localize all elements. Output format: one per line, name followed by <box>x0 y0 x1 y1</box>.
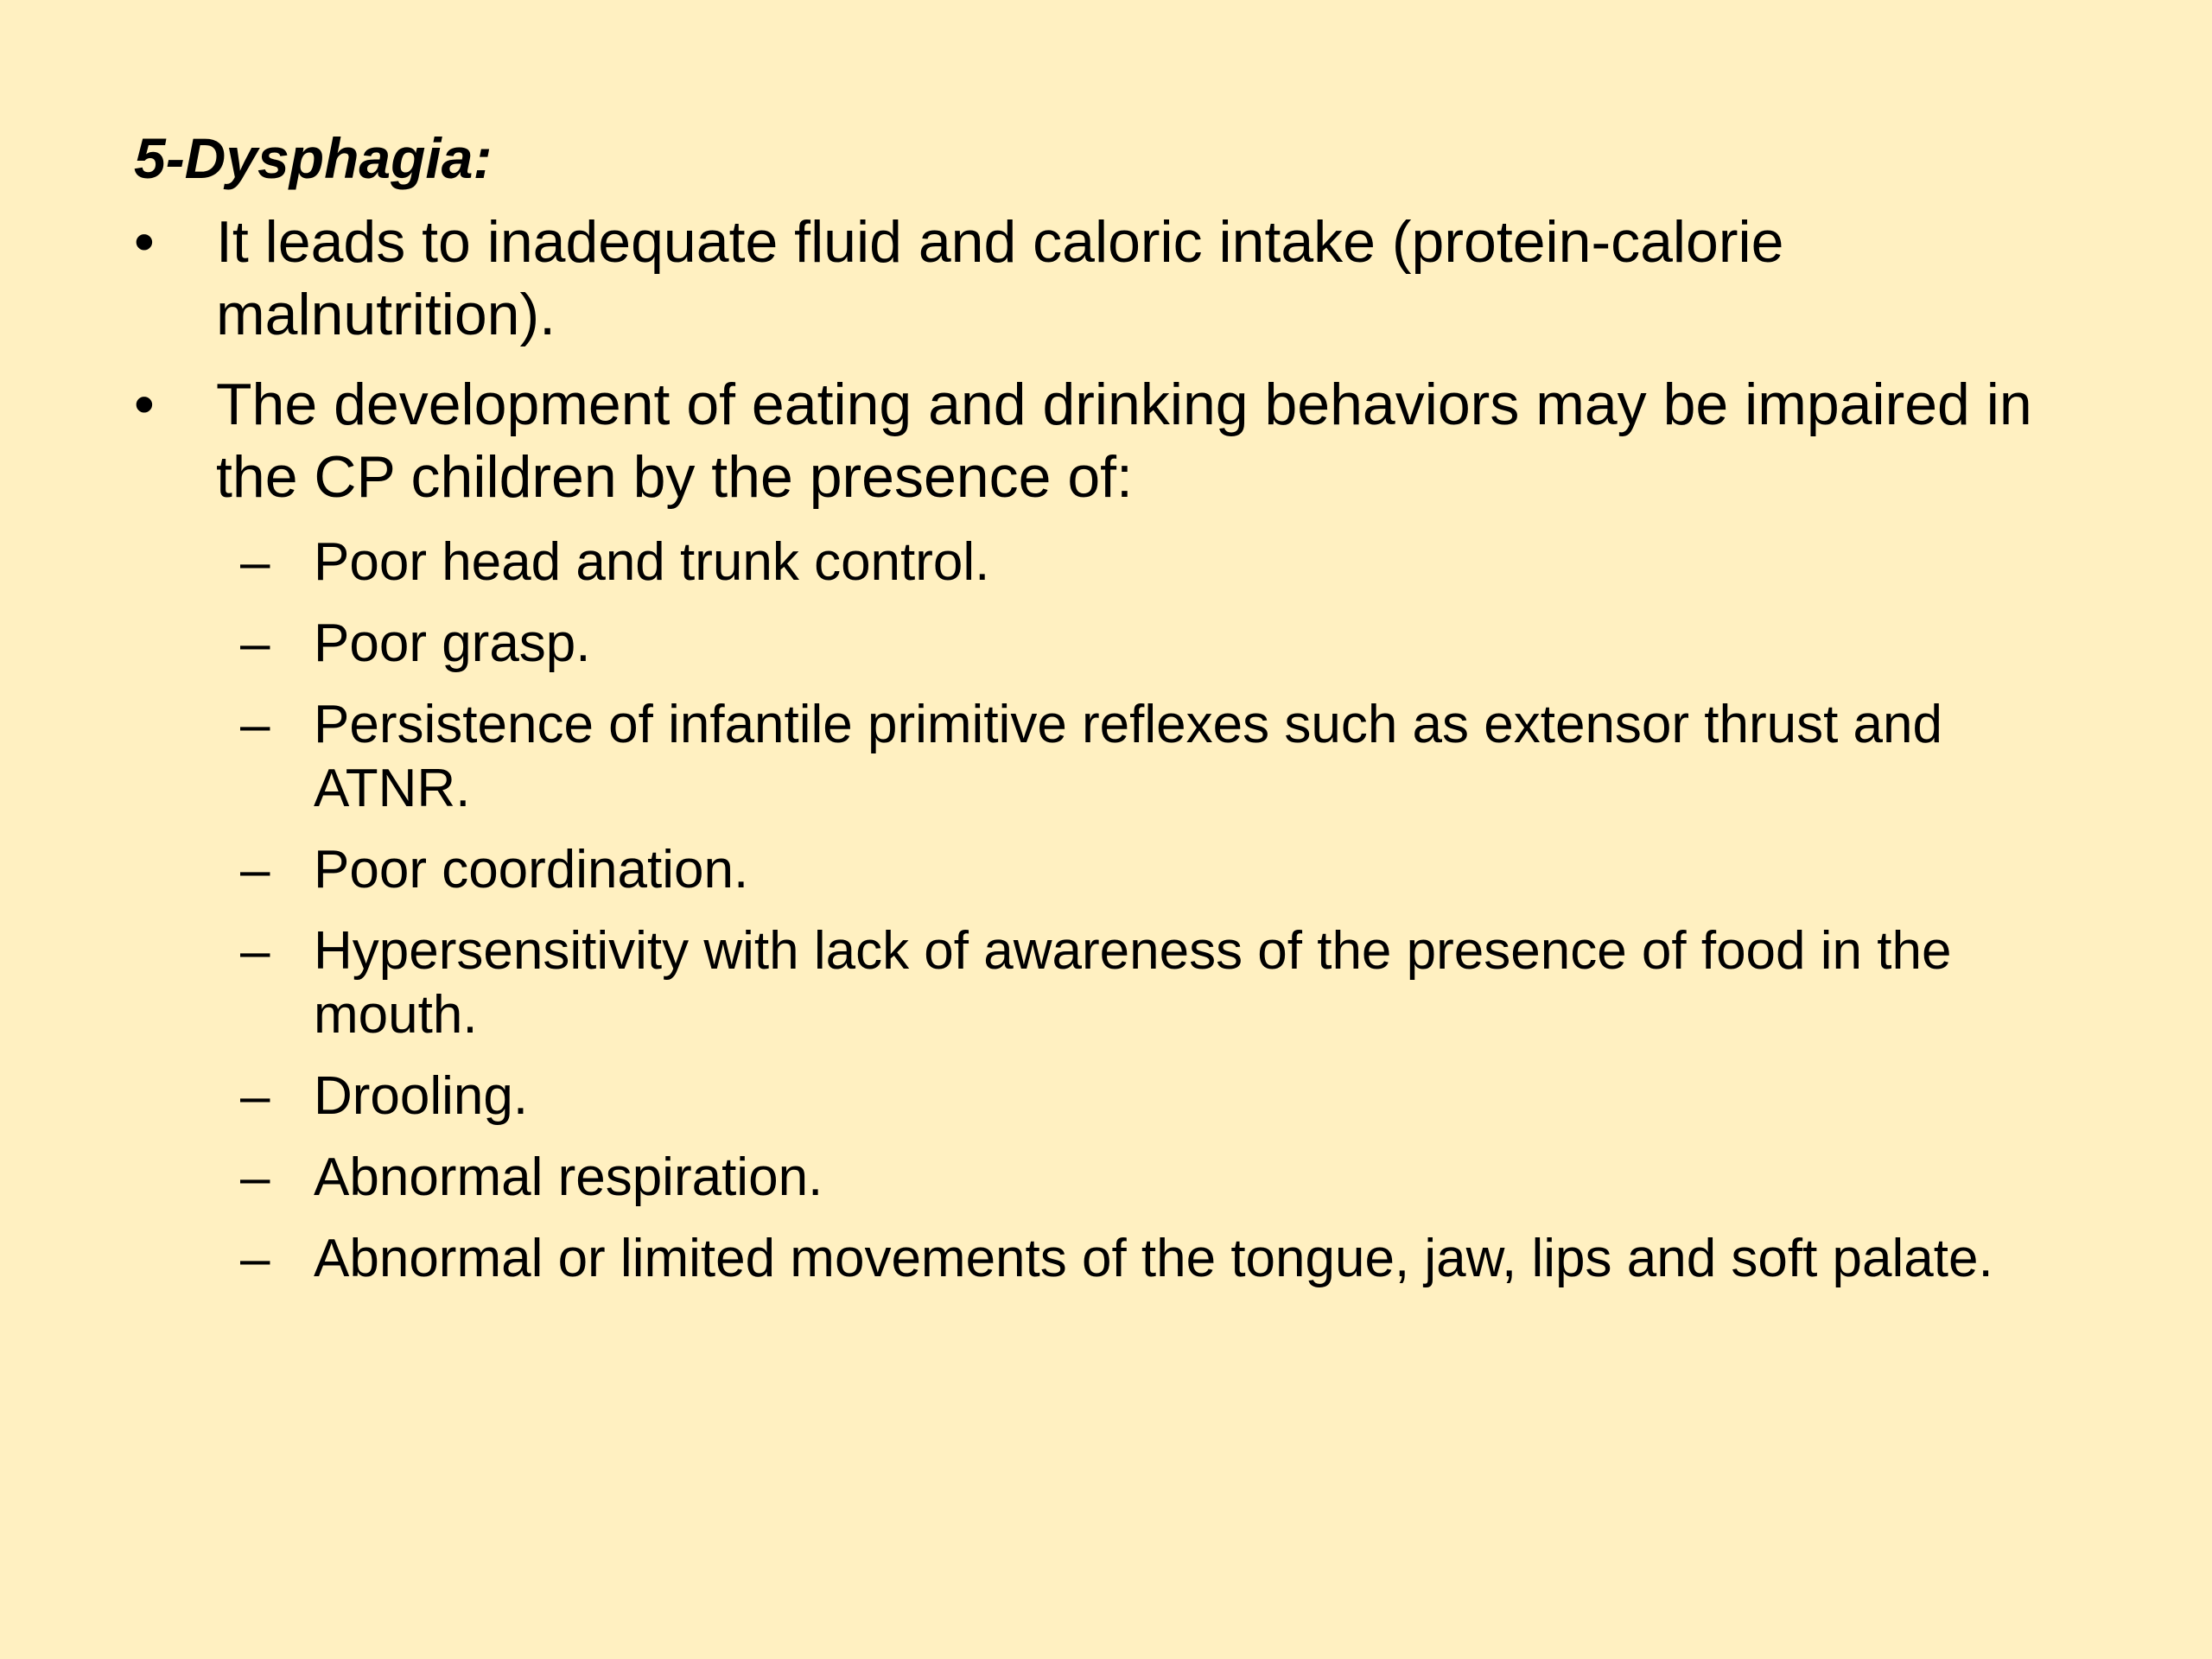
bullet-text: It leads to inadequate fluid and caloric intake (protein-calorie malnutrition). <box>216 209 1784 347</box>
sub-item-text: Abnormal or limited movements of the tongue, jaw, lips and soft palate. <box>314 1229 1993 1288</box>
bullet-item <box>134 206 2087 351</box>
dash-marker: – <box>240 1147 270 1207</box>
sub-item <box>134 919 2087 1047</box>
sub-item-text: Poor head and trunk control. <box>314 532 990 592</box>
dash-marker: – <box>240 1066 270 1126</box>
sub-item-text: Abnormal respiration. <box>314 1147 823 1207</box>
bullet-marker: • <box>134 372 155 437</box>
dash-marker: – <box>240 840 270 899</box>
dash-marker: – <box>240 695 270 754</box>
sub-item <box>134 612 2087 676</box>
sub-item <box>134 1065 2087 1128</box>
bullet-text: The development of eating and drinking behaviors may be impaired in the CP children by the presence of: <box>216 372 2032 510</box>
dash-marker: – <box>240 921 270 981</box>
sub-item-text: Poor grasp. <box>314 613 591 673</box>
slide-heading: 5-Dysphagia: <box>134 126 493 190</box>
bullet-marker: • <box>134 209 155 275</box>
sub-item <box>134 1227 2087 1291</box>
sub-item-text: Persistence of infantile primitive reflexes such as extensor thrust and ATNR. <box>314 695 1943 818</box>
sub-item <box>134 838 2087 902</box>
sub-item-text: Poor coordination. <box>314 840 749 899</box>
sub-item <box>134 693 2087 821</box>
dash-marker: – <box>240 1229 270 1288</box>
sub-item-text: Drooling. <box>314 1066 529 1126</box>
bullet-item <box>134 368 2087 513</box>
dash-marker: – <box>240 613 270 673</box>
sub-item <box>134 531 2087 594</box>
dash-marker: – <box>240 532 270 592</box>
sub-item <box>134 1146 2087 1210</box>
sub-item-text: Hypersensitivity with lack of awareness of the presence of food in the mouth. <box>314 921 1952 1045</box>
sub-list <box>134 531 2087 1291</box>
slide-content <box>134 123 2087 1308</box>
